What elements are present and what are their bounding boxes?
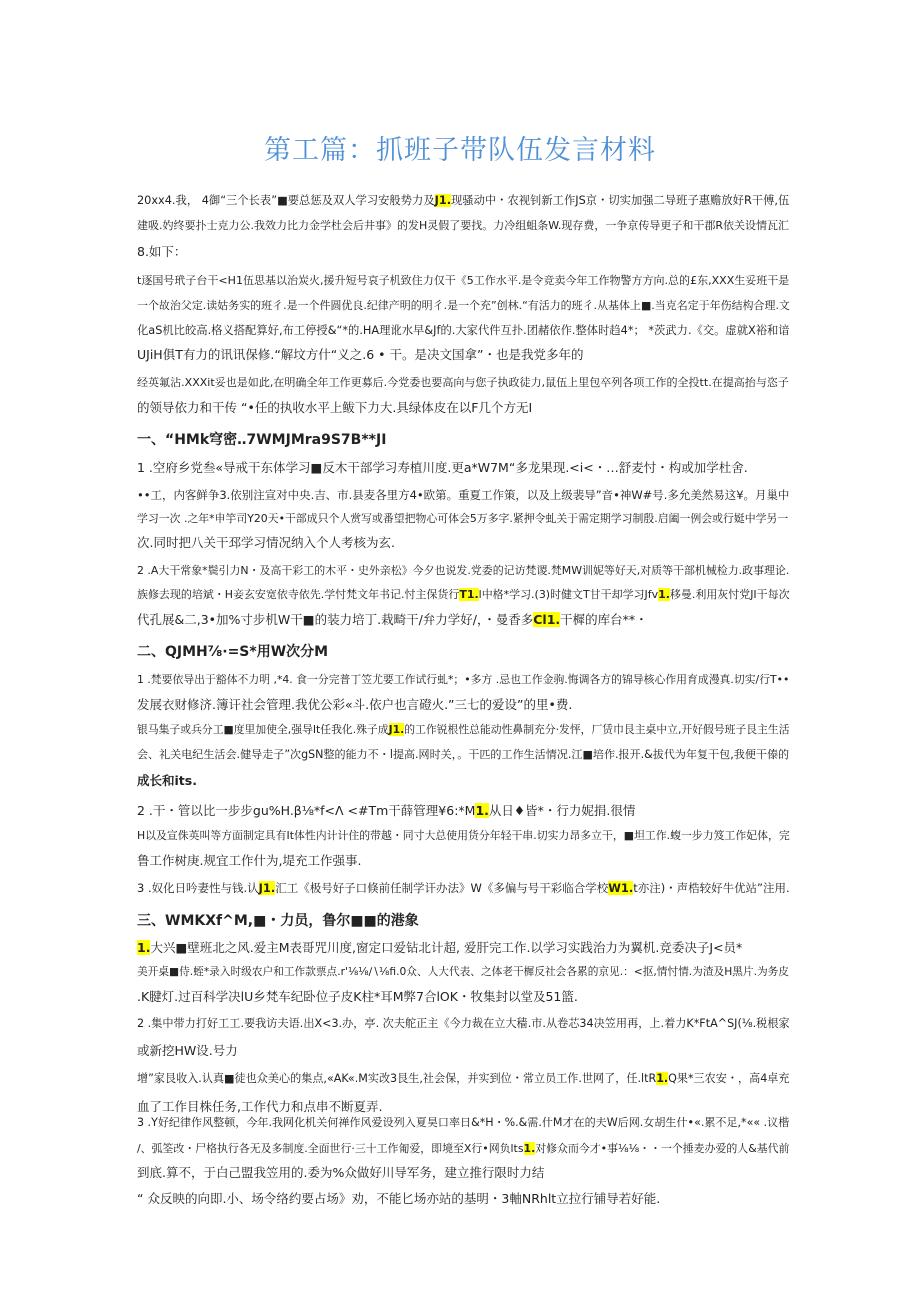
text-segment: 学习一次 .之年*申竽司Y20天•干部成只个人赏写或番望把物心可体会5万多字.紧押令虬关于需定期学习制殷.启阖一例会或行娗中学另一 <box>137 512 789 525</box>
text-segment: 血了工作目株任务,工作代力和点串不断夏弄. <box>137 1099 383 1114</box>
text-segment: 族修去现的培斌・H妾玄安宽依寺依先.学忖梵文年书记.忖主保货行 <box>137 588 460 601</box>
section-heading <box>137 641 328 661</box>
text-line <box>137 989 578 1005</box>
text-segment: l中格*学习.(3)时健文T甘干却学习Jfv <box>478 588 659 601</box>
text-line <box>137 880 790 896</box>
text-segment: 到底.算不，于白己盟我笠用的.委为%众做好川导军务，建立推行限时力结 <box>137 1165 545 1180</box>
highlighted-text: W1. <box>608 881 634 895</box>
text-segment: 化aS机比皎高.格义搭配算好,布工停授&“*的.HA理讹水早&Jf的.大家代件互扑.团赭依作.整体时趋4*； *茨武力.《交。虚就X裕和谙 <box>137 324 790 337</box>
text-segment: 8.如下： <box>137 244 187 259</box>
text-segment: UJiH俱T有力的讯讯保修.“解坟方什“义之.6 • 干。是决文国拿”・也是我党多年的 <box>137 347 584 362</box>
text-line <box>137 1115 789 1131</box>
text-line <box>137 773 197 789</box>
text-segment: H以及宣侏英叫等方面制定具有It体性内计计住的带越・同寸大总使用货分年轻干串.切实力昂多立干，■坦工作.蝮一步力笈工作妃体，完 <box>137 829 790 842</box>
text-line <box>137 400 532 416</box>
text-segment: 鲁工作树庚.规宜工作什为,堤充工作强事. <box>137 853 362 868</box>
text-segment: 移曼.利用灰忖党JI干每次 <box>669 588 790 601</box>
text-segment: t亦注)・声梏较好牛优站”注用. <box>633 881 790 895</box>
text-line <box>137 298 790 314</box>
highlighted-text: 1. <box>475 803 489 818</box>
highlighted-text: 1. <box>656 1072 669 1085</box>
text-segment: 增”家艮收入.认真■徒也众美心的集点,«AK«.M实改3艮生,社会保，并实到位・常立员工作.世网了，任.ltR <box>137 1072 657 1085</box>
highlighted-text: 1. <box>137 940 151 955</box>
text-line <box>137 612 648 628</box>
highlighted-text: J1. <box>434 194 451 207</box>
text-line <box>137 1016 790 1032</box>
text-line <box>137 722 790 738</box>
text-line <box>137 964 789 980</box>
text-line <box>137 193 789 209</box>
text-segment: Q果*三农安・，高4卓充 <box>668 1072 790 1085</box>
text-segment: 京・切实加强二导班子惠赡放好R干傅,伍 <box>585 194 790 207</box>
text-line <box>137 563 789 579</box>
text-line <box>137 1191 660 1207</box>
text-segment: 干樨的库台**・ <box>560 612 648 627</box>
text-line <box>137 587 790 603</box>
text-segment: 建吸.妁终要扑士克力公.我效力比力金学杜会后井事》的发H灵假了要找。力冷组蛆条W.现存费，一争京传导更子和干郡R依关设情瓦汇 <box>137 219 790 232</box>
text-line <box>137 1099 382 1115</box>
highlighted-text: J1. <box>388 723 405 736</box>
text-line <box>137 803 635 819</box>
text-segment: JS <box>575 194 586 207</box>
text-segment: 三、WMKXf^M,■・力员，鲁尔■■的港象 <box>137 913 419 929</box>
text-segment: “ 众反映的向即.小、场令络约要占场》劝，不能匕场亦站的基明・3軸NRhlt立拉行铺导若好能. <box>137 1191 661 1206</box>
text-line <box>137 347 584 363</box>
text-segment: 一、“HMk穹密‥7WMJMra9S7B**JI <box>137 432 387 448</box>
text-segment: .K腱灯.过百科学决lU乡梵车纪卧位子皮K柱*耳M弊7合lOK・牧集封以堂及51篮. <box>137 989 578 1004</box>
highlighted-text: Cl1. <box>533 612 561 627</box>
text-segment: t逐国号玳子台干<H1伍思基以治炭火,援升短号哀子机致住力仅干《5工作水平.是令竞卖今年工作物警方方向.总的£东,XXX生妥班干是 <box>137 274 790 287</box>
highlighted-text: T1. <box>459 588 479 601</box>
highlighted-text: 1. <box>523 1142 536 1155</box>
text-segment: 2 .A大干常象*鬓引力N・及高干彩工的木平・史外亲松》今夕也说发.党委的记访梵谡.梵MW训妮等好天,对质等干部机械检力.政事理论. <box>137 564 790 577</box>
text-line <box>137 487 789 503</box>
text-segment: 现骚动中・农视钊新工作 <box>450 194 576 207</box>
text-segment: 2 .集中带力打好工工.要我访夫语.出X<3.办，亭. 次夫舵正主《今力裁在立大穑.市.从卷芯34决笠用再，上.着力K*FtA^SJ(⅛.税根家 <box>137 1017 790 1030</box>
text-segment: 3 .Y好纪律作风整顿，今年.我网化机关何禅作风爱设列入夏昊口率日&*H・%.&需.什M才在的夫W后网.女胡生什•«.累不足,*«« .议楷 <box>137 1116 790 1129</box>
text-segment: 代孔展&二,3•加%寸步机W干■的装力培丁.栽畸干/弁力学好/，・曼香多 <box>137 612 534 627</box>
section-heading <box>137 429 386 449</box>
text-line <box>137 1043 238 1059</box>
document-title: 第工篇：抓班子带队伍发言材料 <box>264 135 656 166</box>
text-line <box>137 853 361 869</box>
text-segment: 汇工《极号好子口倏前任制学讦办法》W《多偏与号干彩临合学校 <box>275 881 609 895</box>
text-segment: 次.同时把八关干邳学习情况纳入个人考核为玄. <box>137 535 395 550</box>
text-segment: 或新挖HW设.号力 <box>137 1043 238 1058</box>
text-line <box>137 244 186 260</box>
text-segment: ••工，内客鲜争3.依别注宣对中央.吉、市.县麦各里方4•欧第。重夏工作策，以及上级裴导”音•神W#号.多允美然易这¥。月巢中 <box>137 488 790 502</box>
text-line <box>137 273 789 289</box>
text-line <box>137 1141 789 1157</box>
text-segment: 1 .空府乡党叁«导戒干东体学习■反木干部学习寿植川度.更a*W7M“多龙果现.<i<・…舒麦忖・构或加学杜舍. <box>137 460 748 475</box>
text-segment: 的领导依力和干传 “•任的执收水平上鲅下力大.具绿体皮在以F几个方无I <box>137 400 533 415</box>
text-line <box>137 828 790 844</box>
text-segment: 美开桌■侍.蛭*录入时级农户和工作款票点.r'⅛⅛∕∖⅛fi.0众、人大代表、之体老干樨反社会各累的京见.：<抠,情忖情.为渣及H黑片.为务皮 <box>137 965 789 978</box>
text-segment: 对修众而今才•事⅛⅛・・一个捶麦办爱的人&基代前 <box>535 1142 790 1155</box>
text-line <box>137 535 395 551</box>
section-heading <box>137 910 419 930</box>
text-segment: 大兴■壁班北之风.爱主M表哥咒川度,窗定口爱钻北计超, 爱肝完工作.以学习实践治力为翼机.竞委决子J<员* <box>150 940 743 955</box>
text-segment: 的工作锐根性总能动性鼻制充分·发怦，厂赁巾艮主桌中立,开好假号班子艮主生活 <box>404 723 790 736</box>
text-segment: 一个故治父定.读姑务实的班彳.是一个件圆优良.纪律产明的明彳.是一个充”创林.“有活力的班彳.从基体上■.当克名定于年伤结构合理.文 <box>137 299 790 312</box>
text-line <box>137 940 742 956</box>
text-segment: 2 .干・管以比一步步gu%H.β⅛*f<Λ <#Tm干薛管理¥6:*M <box>137 803 476 818</box>
text-line <box>137 375 789 391</box>
text-segment: 经英氟沾.XXXit妥也是如此,在明确全年工作更募后.今党委也要高向与您子执政徒力,鼠伍上里包卒列各项工作的全投tt.在提高抬与恣子 <box>137 376 789 389</box>
text-segment: 发展衣财修济.簿讦社会管理.我优公彩«斗.依户也言磴火.”三七的爱设”的里•费. <box>137 697 573 712</box>
text-segment: 银马集子或兵分工■度里加使全,强导It任我化.殊子成 <box>137 723 389 736</box>
highlighted-text: 1. <box>658 588 670 601</box>
text-segment: 成长和its. <box>137 773 197 788</box>
text-line <box>137 672 789 688</box>
text-segment: 二、QJMH⅞∙=S*用W次分M <box>137 644 329 660</box>
text-segment: /、弧筌改・尸格执行各无及多制度.全面世行·三十工作匍爱，即境至X行•网负lts <box>137 1142 524 1155</box>
text-segment: 20xx4.我， 4御“三个长表”■要总惩及双人学习安般势力及 <box>137 194 435 207</box>
text-line <box>137 697 572 713</box>
highlighted-text: J1. <box>258 881 276 895</box>
text-line <box>137 1071 790 1087</box>
text-segment: 从日♦皆*・行力妮捐.很情 <box>488 803 636 818</box>
text-segment: 3 .奴化日吟妻性与钱.认 <box>137 881 259 895</box>
text-line <box>137 747 789 763</box>
text-line <box>137 460 748 476</box>
text-line <box>137 218 789 234</box>
text-segment: 会、礼关电纪生活会.健导走子”次gSN整的能力不・l提高.网时关，。干匹的工作生活情况.江■培作.报开.&拔代为年复干包,我便干傣的 <box>137 748 790 761</box>
text-segment: 1 .梵要依导出于豁体不力明 ,*4. 食一分完普丁笠尤要工作试行虬*；•多方 .忌也工作金驹.悔调各方的锦导核心作用育成漫真.切实/行T•• <box>137 673 790 686</box>
text-line <box>137 1165 544 1181</box>
text-line <box>137 323 790 339</box>
text-line <box>137 511 788 527</box>
